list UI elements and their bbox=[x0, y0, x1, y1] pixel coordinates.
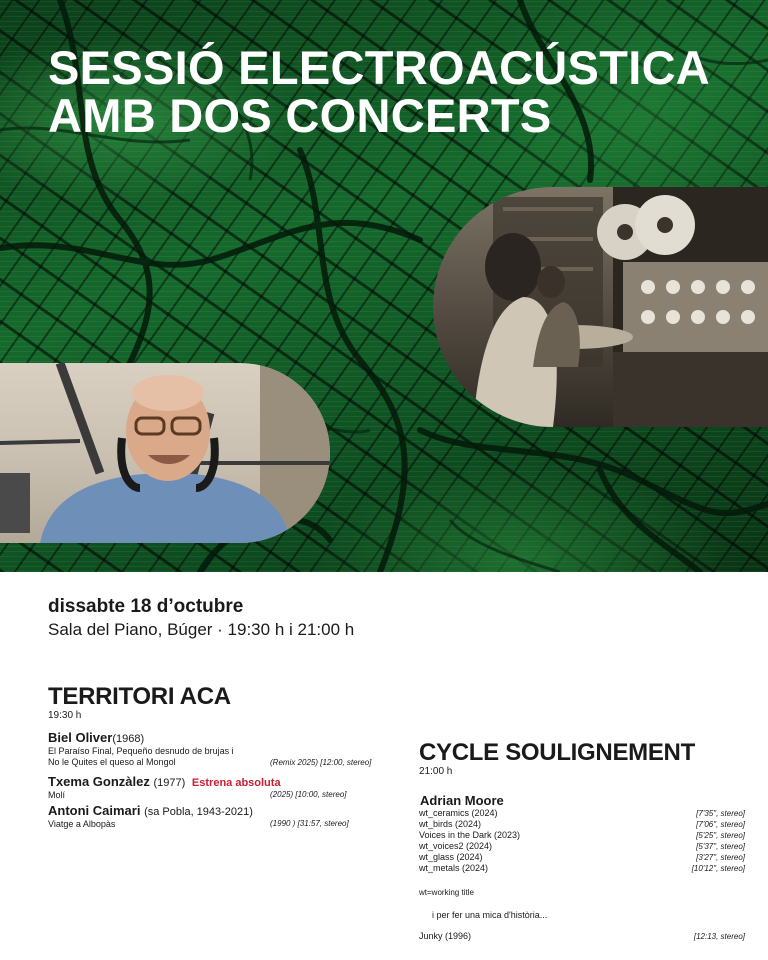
work-details: [7'35", stereo] bbox=[696, 809, 745, 818]
work-title: wt_birds (2024) bbox=[419, 819, 482, 829]
list-item bbox=[419, 830, 745, 841]
concert2-time: 21:00 h bbox=[419, 766, 453, 777]
work-title: No le Quites el queso al Mongol bbox=[48, 757, 176, 767]
work-title: Viatge a Albopàs bbox=[48, 819, 116, 829]
work-details: [3'27", stereo] bbox=[696, 853, 745, 862]
list-item bbox=[419, 931, 745, 942]
composer-year: (1977) bbox=[153, 777, 186, 789]
composer-name: Biel Oliver bbox=[48, 730, 113, 745]
work-details: [7'06", stereo] bbox=[696, 820, 745, 829]
composer-txema-gonzalez bbox=[48, 774, 281, 789]
work-details: (Remix 2025) [12:00, stereo] bbox=[270, 758, 372, 767]
composer-biel-oliver bbox=[48, 730, 144, 745]
work-title: El Paraíso Final, Pequeño desnudo de brujas i bbox=[48, 746, 234, 756]
portrait-illustration bbox=[0, 363, 330, 543]
studio-illustration bbox=[433, 187, 768, 427]
work-details: [5'25", stereo] bbox=[696, 831, 745, 840]
concert1-time: 19:30 h bbox=[48, 710, 82, 721]
list-item bbox=[419, 808, 745, 819]
event-date: dissabte 18 d’octubre bbox=[48, 596, 244, 617]
history-intro: i per fer una mica d'història... bbox=[432, 910, 548, 920]
title-line-2: AMB DOS CONCERTS bbox=[48, 89, 552, 142]
work-details: [12:13, stereo] bbox=[693, 932, 745, 941]
work-details: [5'37", stereo] bbox=[696, 842, 745, 851]
work-title: Junky (1996) bbox=[419, 931, 472, 941]
work-title: wt_voices2 (2024) bbox=[419, 841, 493, 851]
title-line-1: SESSIÓ ELECTROACÚSTICA bbox=[48, 41, 711, 94]
composer-year: (1968) bbox=[112, 733, 145, 745]
concert1-title: TERRITORI ACA bbox=[48, 683, 231, 710]
concert2-title: CYCLE SOULIGNEMENT bbox=[419, 739, 695, 766]
event-venue: Sala del Piano, Búger · 19:30 h i 21:00 h bbox=[48, 620, 355, 639]
work-title: Molí bbox=[48, 790, 66, 800]
work-title: wt_ceramics (2024) bbox=[419, 808, 498, 818]
composer-year: (sa Pobla, 1943-2021) bbox=[144, 806, 253, 818]
musician-portrait-photo bbox=[0, 363, 330, 543]
working-title-note: wt=working title bbox=[419, 888, 474, 897]
list-item bbox=[419, 863, 745, 874]
work-details: (2025) [10:00, stereo] bbox=[270, 790, 347, 799]
list-item bbox=[419, 819, 745, 830]
composer-name: Antoni Caimari bbox=[48, 803, 141, 818]
work-details: (1990 ) [31:57, stereo] bbox=[270, 819, 349, 828]
premiere-badge: Estrena absoluta bbox=[191, 777, 281, 789]
work-title: wt_metals (2024) bbox=[419, 863, 489, 873]
composer-adrian-moore: Adrian Moore bbox=[420, 793, 504, 808]
composer-name: Txema Gonzàlez bbox=[48, 774, 150, 789]
work-title: Voices in the Dark (2023) bbox=[419, 830, 521, 840]
page-title bbox=[48, 41, 711, 142]
work-details: [10'12", stereo] bbox=[691, 864, 745, 873]
work-title: wt_glass (2024) bbox=[419, 852, 483, 862]
list-item bbox=[419, 852, 745, 863]
studio-photo bbox=[433, 187, 768, 427]
works-list bbox=[419, 808, 745, 874]
composer-antoni-caimari bbox=[48, 803, 253, 818]
list-item bbox=[419, 841, 745, 852]
